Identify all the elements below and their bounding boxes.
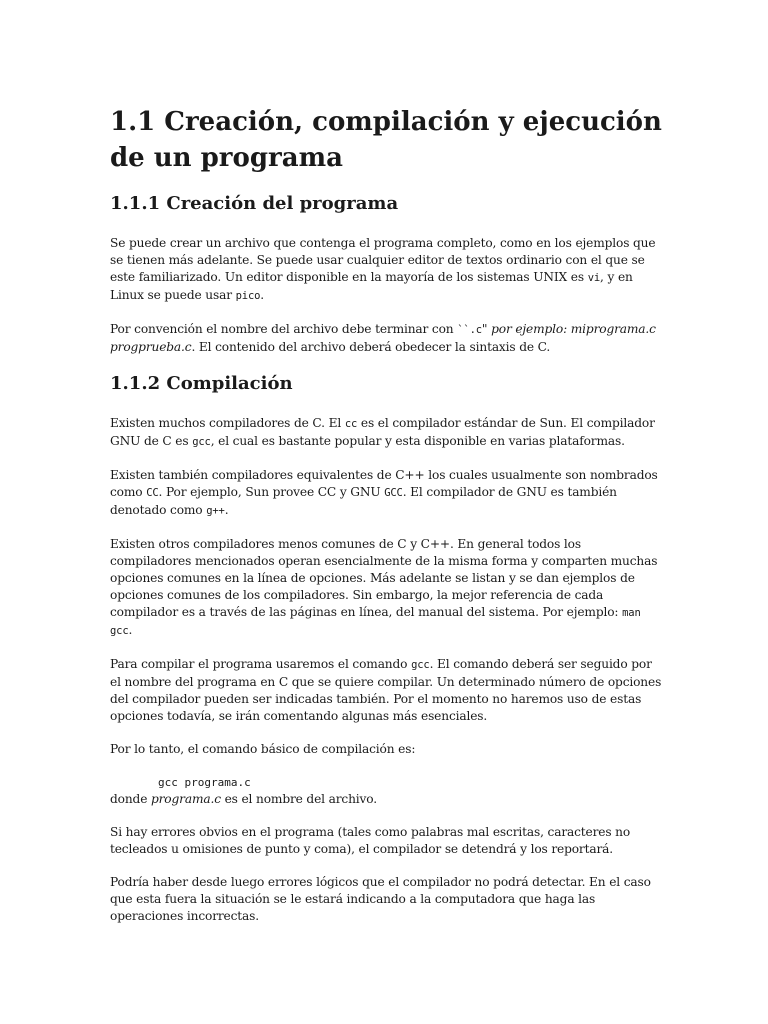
inline-code-man-gcc: man gcc — [110, 607, 641, 637]
page-title: 1.1 Creación, compilación y ejecución de un programa — [110, 107, 662, 173]
paragraph-where: donde programa.c es el nombre del archivo. — [110, 792, 377, 806]
inline-code-cc: cc — [344, 418, 358, 430]
code-example: gcc programa.c — [158, 776, 251, 789]
inline-code-vi: vi — [587, 272, 601, 284]
paragraph-creation-editors: Se puede crear un archivo que contenga el programa completo, como en los ejemplos que se tienen más adelante. Se puede usar cualquier editor de textos ordinario con el que se este familiarizado. Un editor disponible en la mayoría de los sistemas UNIX es vi, y en Linux se puede usar pico. — [110, 236, 656, 302]
inline-code-gcc: gcc — [192, 436, 211, 448]
paragraph-basic-command: Por lo tanto, el comando básico de compilación es: — [110, 742, 416, 756]
paragraph-logic-errors: Podría haber desde luego errores lógicos que el compilador no podrá detectar. En el caso que esta fuera la situación se le estará indicando a la computadora que haga las operaciones incorrectas. — [110, 875, 651, 923]
section-heading-creation: 1.1.1 Creación del programa — [110, 193, 399, 214]
paragraph-obvious-errors: Si hay errores obvios en el programa (tales como palabras mal escritas, caracteres no tecleados u omisiones de punto y coma), el compilador se detendrá y los reportará. — [110, 825, 631, 856]
paragraph-cpp-compilers: Existen también compiladores equivalentes de C++ los cuales usualmente son nombrados como CC. Por ejemplo, Sun provee CC y GNU GCC. El compilador de GNU es también denotado como g++. — [110, 468, 658, 517]
inline-code-extension: ``.c — [457, 324, 482, 336]
document-page — [110, 104, 662, 941]
inline-code-gcc-2: gcc — [411, 659, 430, 671]
paragraph-compilers: Existen muchos compiladores de C. El cc es el compilador estándar de Sun. El compilador GNU de C es gcc, el cual es bastante popular y esta disponible en varias plataformas. — [110, 416, 655, 448]
inline-code-gpp: g++ — [206, 505, 225, 517]
paragraph-file-extension: Por convención el nombre del archivo debe terminar con ``.c" por ejemplo: miprograma.c progprueba.c. El contenido del archivo deberá obedecer la sintaxis de C. — [110, 322, 656, 354]
inline-code-pico: pico — [235, 290, 261, 302]
section-heading-compilation: 1.1.2 Compilación — [110, 373, 293, 394]
example-filenames: por ejemplo: miprograma.c progprueba.c — [110, 322, 656, 354]
inline-code-GCC: GCC — [384, 487, 403, 499]
paragraph-other-compilers: Existen otros compiladores menos comunes de C y C++. En general todos los compiladores mencionados operan esencialmente de la misma forma y comparten muchas opciones comunes en la línea de opciones. Más adelante se listan y se dan ejemplos de opciones comunes de los compiladores. Sin embargo, la mejor referencia de cada compilador es a través de las páginas en línea, del manual del sistema. Por ejemplo: man gcc. — [110, 537, 658, 637]
paragraph-compile-command: Para compilar el programa usaremos el comando gcc. El comando deberá ser seguido por el nombre del programa en C que se quiere compilar. Un determinado número de opciones del compilador pueden ser indicadas también. Por el momento no haremos uso de estas opciones todavía, se irán comentando algunas más esenciales. — [110, 657, 662, 723]
filename-italic: programa.c — [150, 792, 221, 806]
inline-code-CC: CC — [146, 487, 159, 499]
